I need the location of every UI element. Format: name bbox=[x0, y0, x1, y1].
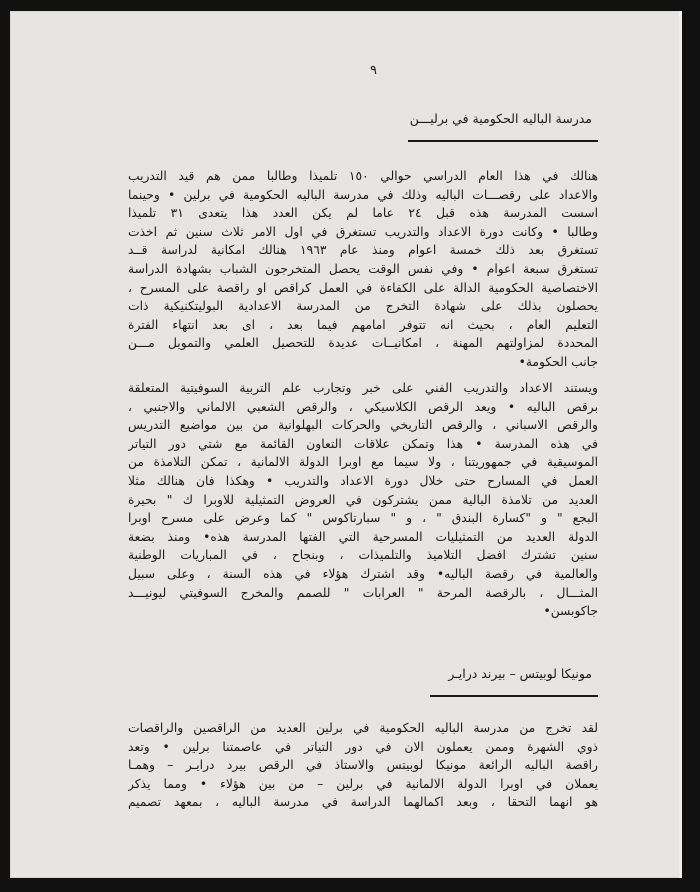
text-line: ويستند الاعداد والتدريب الفني على خبر وتجارب علم التربية السوفيتية المتعلقة bbox=[128, 381, 598, 395]
text-line: الموسيقية في جمهوريتنا ، ولا سيما مع اوبرا الدولة الالمانية ، تمكن التلامذة من bbox=[128, 455, 598, 470]
text-line: برقص الباليه • ويعد الرقص الكلاسيكي ، والرقص الشعبي الالماني والاجنبي ، bbox=[128, 399, 598, 414]
text-line: لقد تخرج من مدرسة الباليه الحكومية في برلين العديد من الراقصين والراقصات bbox=[128, 721, 598, 735]
text-line: تستغرق بعد ذلك خمسة اعوام ومنذ عام ١٩٦٣ هنالك امكانية لدراسة قــد bbox=[128, 243, 598, 258]
text-line: ذوي الشهرة وممن يعملون الان في دور التياتر في عاصمتنا برلين • وتعد bbox=[128, 739, 598, 754]
text-line: راقصة الباليه الرائعة مونيكا لوبيتس والاستاذ في الرقص بيرد درايـر – وهمـا bbox=[128, 758, 598, 773]
text-line: المحددة لمزاولتهم المهنة ، امكانيــات عديدة للتحصيل العلمي والتمويل مـــن bbox=[128, 336, 598, 351]
text-line: والرقص الاسباني ، والرقص التاريخي والحركات البهلوانية من بين مواضيع التدريس bbox=[128, 418, 598, 433]
text-line: والاعداد على رقصـــات الباليه وذلك في مدرسة الباليه الحكومية في برلين • وحينما bbox=[128, 187, 598, 202]
text-line: التعليم العام ، بحيث انه تتوفر امامهم فيما بعد ، اى بعد انتهاء الفترة bbox=[128, 317, 598, 332]
section-heading-ballet-school: مدرسة الباليه الحكومية في برليـــن bbox=[409, 111, 592, 126]
text-line: البجع " و "كسارة البندق " ، و " سبارتاكوس " كما وعرض على مسرح اوبرا bbox=[128, 511, 598, 526]
text-line: في هذه المدرسة • هذا وتمكن علاقات التعاون القائمة مع شتي دور التياتر bbox=[128, 436, 598, 451]
text-line: سنين تشترك افضل التلاميذ والتلميذات ، وبنجاح ، في المباريات الوطنية bbox=[128, 548, 598, 563]
page-number: ٩ bbox=[370, 63, 377, 78]
text-line: يحصلون بذلك على شهادة التخرج من المدرسة الاعدادية البوليتكنيكية ذات bbox=[128, 299, 598, 314]
text-line: وطالبا • وكانت دورة الاعداد والتدريب تستغرق في اول الامر ثلاث سنين ثم اخذت bbox=[128, 224, 598, 239]
text-line: هو انهما التحقا ، وبعد اكمالهما الدراسة في مدرسة الباليه ، بمعهد تصميم bbox=[128, 795, 598, 810]
text-line: المثـــال ، بالرقصة المرحة " العرابات " للصمم والمخرج السوفيتي ليونيـــد bbox=[128, 585, 598, 600]
paragraph-training bbox=[128, 379, 598, 621]
section-heading-dancers: مونيكا لوبيتس – بيرند درايـر bbox=[448, 666, 592, 681]
text-line: يعملان في اوبرا الدولة الالمانية في برلين – من بين هؤلاء • ومما يذكر bbox=[128, 776, 598, 791]
text-line: هنالك في هذا العام الدراسي حوالي ١٥٠ تلميذا وطالبا ممن هم قيد التدريب bbox=[128, 169, 598, 183]
paragraph-intro bbox=[128, 167, 598, 372]
text-line: العمل في المسارح حتى خلال دورة الاعداد والتدريب • وهكذا فان هنالك مثلا bbox=[128, 473, 598, 488]
page-edge bbox=[679, 11, 682, 878]
heading-underline bbox=[408, 140, 598, 142]
text-line: اسست المدرسة هذه قبل ٢٤ عاما لم يكن العدد هذا يتعدى ٣١ تلميذا bbox=[128, 206, 598, 221]
paragraph-graduates bbox=[128, 719, 598, 812]
heading-underline bbox=[430, 695, 598, 697]
text-line: والعالمية في رقصة الباليه• وقد اشترك هؤلاء في هذه السنة ، وعلى سبيل bbox=[128, 566, 598, 581]
document-page bbox=[10, 11, 682, 878]
text-line: جانب الحكومة• bbox=[518, 354, 598, 369]
text-line: الاختصاصية الحكومية الدالة على الكفاءة في العمل كراقص او راقصة على المسرح ، bbox=[128, 280, 598, 295]
text-line: تستغرق سبعة اعوام • وفي نفس الوقت يحصل المتخرجون الشباب بشهادة الدراسة bbox=[128, 261, 598, 276]
text-line: الدولة العديد من التمثيليات المسرحية التي الفتها المدرسة هذه• ومنذ بضعة bbox=[128, 529, 598, 544]
text-line: العديد من تلامذة البالية ممن يشتركون في العروض التمثيلية للاوبرا ك " بحيرة bbox=[128, 492, 598, 507]
text-line: جاكوبسن• bbox=[543, 604, 598, 619]
